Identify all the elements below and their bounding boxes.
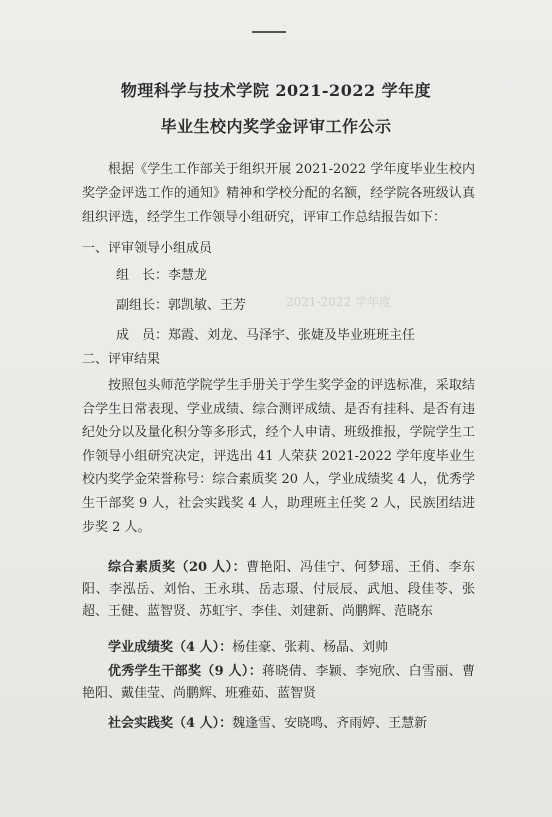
leader-label: 组 长： <box>116 268 169 283</box>
document-title-line2: 毕业生校内奖学金评审工作公示 <box>160 117 392 136</box>
deputy-row <box>116 296 246 316</box>
award-names: 魏逢雪、安晓鸣、齐雨婷、王慧新 <box>232 716 428 731</box>
members-label: 成 员： <box>116 328 169 343</box>
award-names: 曹艳阳、冯佳宁、何梦瑶、王俏、李东阳、李泓岳、刘怡、王永琪、岳志璟、付辰辰、武旭、段佳苓、张超、王健、蓝智贤、苏虹宇、李佳、刘建新、尚鹏辉、范晓东 <box>82 560 475 619</box>
award-label: 学业成绩奖（4 人）： <box>108 640 233 655</box>
award-student-cadre <box>82 661 475 705</box>
award-comprehensive <box>82 557 475 623</box>
members-row <box>116 326 415 346</box>
deputy-label: 副组长： <box>116 298 169 313</box>
document-title-line1: 物理科学与技术学院 2021-2022 学年度 <box>120 81 432 100</box>
intro-paragraph: 根据《学生工作部关于组织开展 2021-2022 学年度毕业生校内奖学金评选工作的通知》精神和学校分配的名额，经学院各班级认真组织评选，经学生工作领导小组研究，评审工作总结报告如下： <box>82 162 475 225</box>
header-mark <box>252 31 286 33</box>
leader-row <box>116 266 207 286</box>
award-social-practice <box>82 712 475 736</box>
award-label: 优秀学生干部奖（9 人）： <box>108 664 263 679</box>
award-academic <box>82 636 475 660</box>
award-label: 综合素质奖（20 人）： <box>108 560 247 575</box>
bleed-through-text: 2021-2022 学年度 <box>286 295 391 309</box>
award-names: 蒋晓倩、李颖、李宛欣、白雪丽、曹艳阳、戴佳莹、尚鹏辉、班雅茹、蓝智贤 <box>82 664 475 701</box>
award-label: 社会实践奖（4 人）： <box>108 716 233 731</box>
leader-name: 李慧龙 <box>168 268 208 283</box>
deputy-names: 郭凯敏、王芳 <box>168 298 247 313</box>
award-names: 杨佳豪、张莉、杨晶、刘帅 <box>232 640 389 655</box>
section2-body: 按照包头师范学院学生手册关于学生奖学金的评选标准，采取结合学生日常表现、学业成绩、综合测评成绩、是否有挂科、是否有违纪处分以及量化积分等多形式，经个人申请、班级推报，学院学生工作领导小组研究决定，评选出 41 人荣获 2021-2022 学年度毕业生校内奖学金荣誉称号：综合素质奖 20 人，学业成绩奖 4 人，优秀学生干部奖 9 人，社会实践奖 4 人，助理班主任奖 2 人，民族团结进步奖 2 人。 <box>82 378 475 535</box>
section1-heading: 一、评审领导小组成员 <box>82 241 213 256</box>
section2-heading: 二、评审结果 <box>82 352 161 367</box>
members-names: 郑霞、刘龙、马泽宇、张婕及毕业班班主任 <box>168 328 416 343</box>
